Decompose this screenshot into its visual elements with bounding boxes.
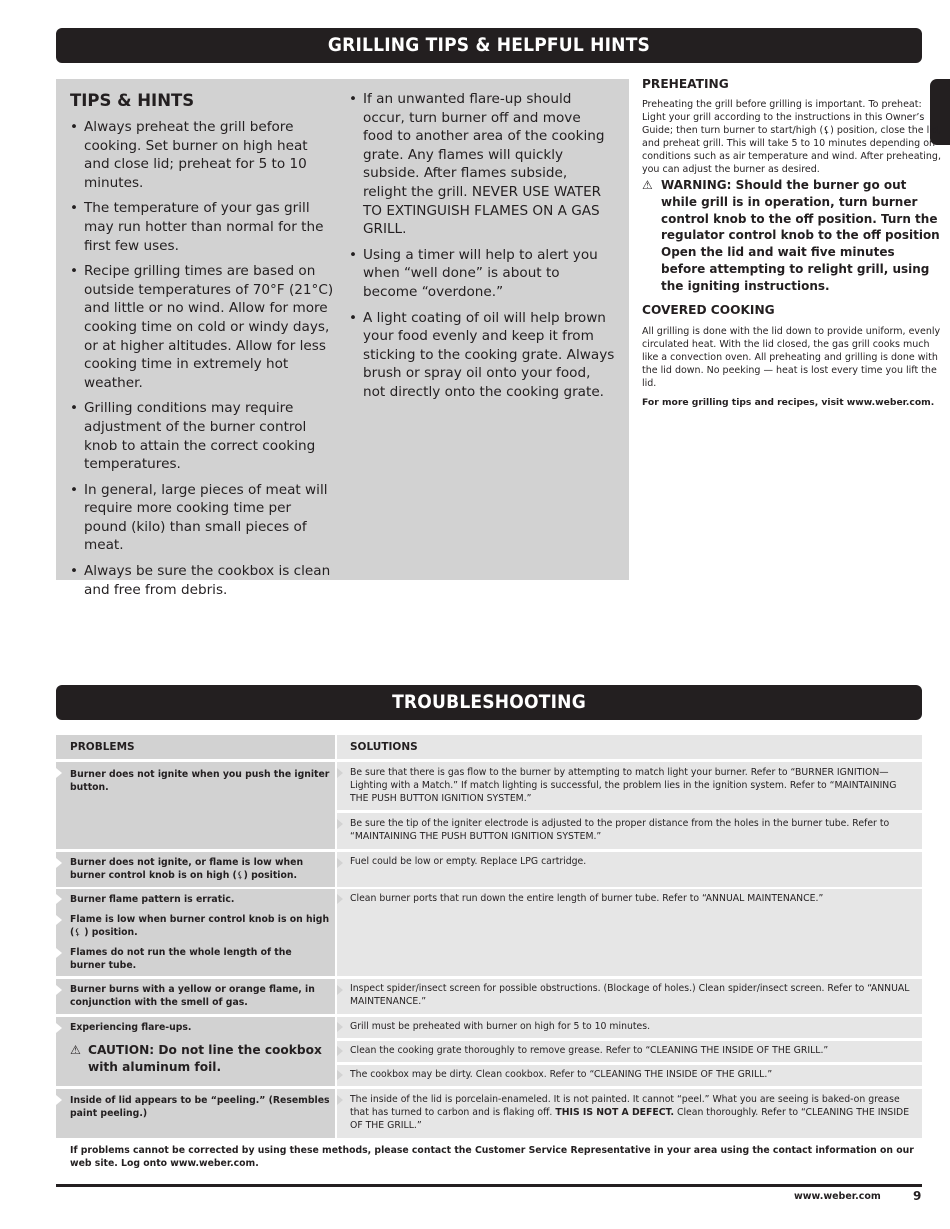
preheating-body: Preheating the grill before grilling is important. To preheat: Light your grill according to the instructions in this Owner’s Guide; then turn burner to start/high (⚸) position, close the lid, and preheat grill. This will take 5 to 10 minutes depending on conditions such as air temperature and wind. After preheating, you can adjust the burner as desired. [642,99,941,175]
tip-item: • If an unwanted flare-up should occur, turn burner off and move food to another area of the cooking grate. Any flames will quickly subside. After flames subside, relight the grill. NEVER USE WATER TO EXTINGUISH FLAMES ON A GAS GRILL. [349,91,605,238]
tips-list-right [349,90,615,402]
troubleshooting-title: TROUBLESHOOTING [392,691,586,713]
footer-rule [56,1184,922,1187]
banner-title: GRILLING TIPS & HELPFUL HINTS [327,34,651,56]
solution-cell [337,1065,922,1086]
problem-cell [56,762,335,849]
problem-text: Burner does not ignite, or flame is low when burner control knob is on high (⚸) position. [70,857,304,881]
solution-text: Be sure that there is gas flow to the burner by attempting to match light your burner. Refer to “BURNER IGNITION—Lighting with a Match.” If match lighting is successful, the problem lies in the ignition system. Refer to “MAINTAINING THE PUSH BUTTON IGNITION SYSTEM.” [350,767,897,804]
header-solutions: SOLUTIONS [350,741,418,753]
caution-text: CAUTION: Do not line the cookbox with aluminum foil. [88,1043,322,1074]
solution-text: Inspect spider/insect screen for possible obstructions. (Blockage of holes.) Clean spider/insect screen. Refer to “ANNUAL MAINTENANCE.” [350,983,910,1007]
tip-item: • Using a timer will help to alert you when “well done” is about to become “overdone.” [349,246,598,300]
problem-text: Burner burns with a yellow or orange flame, in conjunction with the smell of gas. [70,984,315,1008]
problem-text: Burner does not ignite when you push the igniter button. [70,769,330,793]
header-problems: PROBLEMS [70,741,135,753]
tip-item: • Always be sure the cookbox is clean and free from debris. [70,563,331,598]
warning-icon: ⚠ [642,178,653,192]
tips-left-column [70,118,334,606]
more-tips-note: For more grilling tips and recipes, visit www.weber.com. [642,397,935,408]
tip-item: • In general, large pieces of meat will require more cooking time per pound (kilo) than small pieces of meat. [70,481,328,554]
solution-cell [337,813,922,849]
covered-cooking-title: COVERED COOKING [642,303,775,317]
problem-text: Flame is low when burner control knob is on high (⚸ ) position. [70,914,330,938]
solution-text: The cookbox may be dirty. Clean cookbox. Refer to “CLEANING THE INSIDE OF THE GRILL.” [350,1069,773,1080]
tips-title: TIPS & HINTS [70,91,195,110]
problem-cell [56,889,335,976]
tip-item: • The temperature of your gas grill may run hotter than normal for the first few uses. [70,200,324,254]
warning-text: WARNING: Should the burner go out while grill is in operation, turn burner control knob to the off position. Turn the regulator control knob to the off position Open the lid and wait five minutes before attempting to relight grill, using the igniting instructions. [661,178,940,293]
solution-cell [337,1089,922,1138]
table-row [56,1017,922,1086]
section-banner-grilling-tips [56,28,922,63]
tip-item: • Recipe grilling times are based on outside temperatures of 70°F (21°C) and little or no wind. Allow for more cooking time on cold or windy days, or at higher altitudes. Allow for less cooking time in extremely hot weather. [70,263,334,391]
header-solutions-cell [337,735,922,759]
table-row [56,1089,922,1138]
tips-list-left [70,118,334,599]
solution-text: Clean the cooking grate thoroughly to remove grease. Refer to “CLEANING THE INSIDE OF THE GRILL.” [350,1045,829,1056]
preheating-warning [642,177,942,295]
header-problems-cell [56,735,335,759]
solution-cell [337,852,922,887]
page-number: 9 [913,1189,922,1203]
tips-right-column [349,90,615,409]
footer-url: www.weber.com [794,1191,881,1202]
solution-cell [337,1017,922,1038]
solution-text: Grill must be preheated with burner on high for 5 to 10 minutes. [350,1021,651,1032]
problem-text: Flames do not run the whole length of the burner tube. [70,947,292,971]
solution-cell [337,762,922,810]
caution-note [70,1042,332,1076]
tip-item: • Grilling conditions may require adjustment of the burner control knob to attain the correct cooking temperatures. [70,400,316,473]
solution-cell [337,979,922,1014]
solution-text: The inside of the lid is porcelain-enameled. It is not painted. It cannot “peel.” What you are seeing is baked-on grease that has turned to carbon and is flaking off. THIS IS NOT A DEFECT. Clean thoroughly. Refer to “CLEANING THE INSIDE OF THE GRILL.” [350,1094,910,1131]
table-row [56,889,922,976]
problem-cell [56,1017,335,1086]
solution-text: Fuel could be low or empty. Replace LPG cartridge. [350,856,587,867]
table-row [56,852,922,887]
solution-cell [337,1041,922,1062]
problem-cell [56,979,335,1014]
table-row [56,762,922,849]
problem-cell [56,1089,335,1138]
solution-cell [337,889,922,976]
section-banner-troubleshooting [56,685,922,720]
problem-cell [56,852,335,887]
tips-hints-box [56,79,629,598]
problem-text: Experiencing flare-ups. [70,1022,192,1033]
preheating-title: PREHEATING [642,77,729,91]
tip-item: • Always preheat the grill before cooking. Set burner on high heat and close lid; preheat for 5 to 10 minutes. [70,119,308,191]
tip-item: • A light coating of oil will help brown your food evenly and keep it from sticking to the cooking grate. Always brush or spray oil onto your food, not directly onto the cooking grate. [349,309,615,400]
solution-text: Be sure the tip of the igniter electrode is adjusted to the proper distance from the holes in the burner tube. Refer to “MAINTAINING THE PUSH BUTTON IGNITION SYSTEM.” [350,818,890,842]
caution-icon: ⚠ [70,1043,81,1057]
problem-text: Inside of lid appears to be “peeling.” (Resembles paint peeling.) [70,1095,330,1119]
troubleshooting-footnote: If problems cannot be corrected by using these methods, please contact the Customer Service Representative in your area using the contact information on our web site. Log onto www.weber.com. [70,1145,914,1169]
problem-text: Burner flame pattern is erratic. [70,894,235,905]
covered-cooking-body: All grilling is done with the lid down to provide uniform, evenly circulated heat. With the lid closed, the gas grill cooks much like a convection oven. All preheating and grilling is done with the lid down. No peeking — heat is lost every time you lift the lid. [642,326,941,389]
table-row [56,979,922,1014]
table-header-row [56,735,922,759]
solution-text: Clean burner ports that run down the entire length of burner tube. Refer to “ANNUAL MAINTENANCE.” [350,893,824,904]
